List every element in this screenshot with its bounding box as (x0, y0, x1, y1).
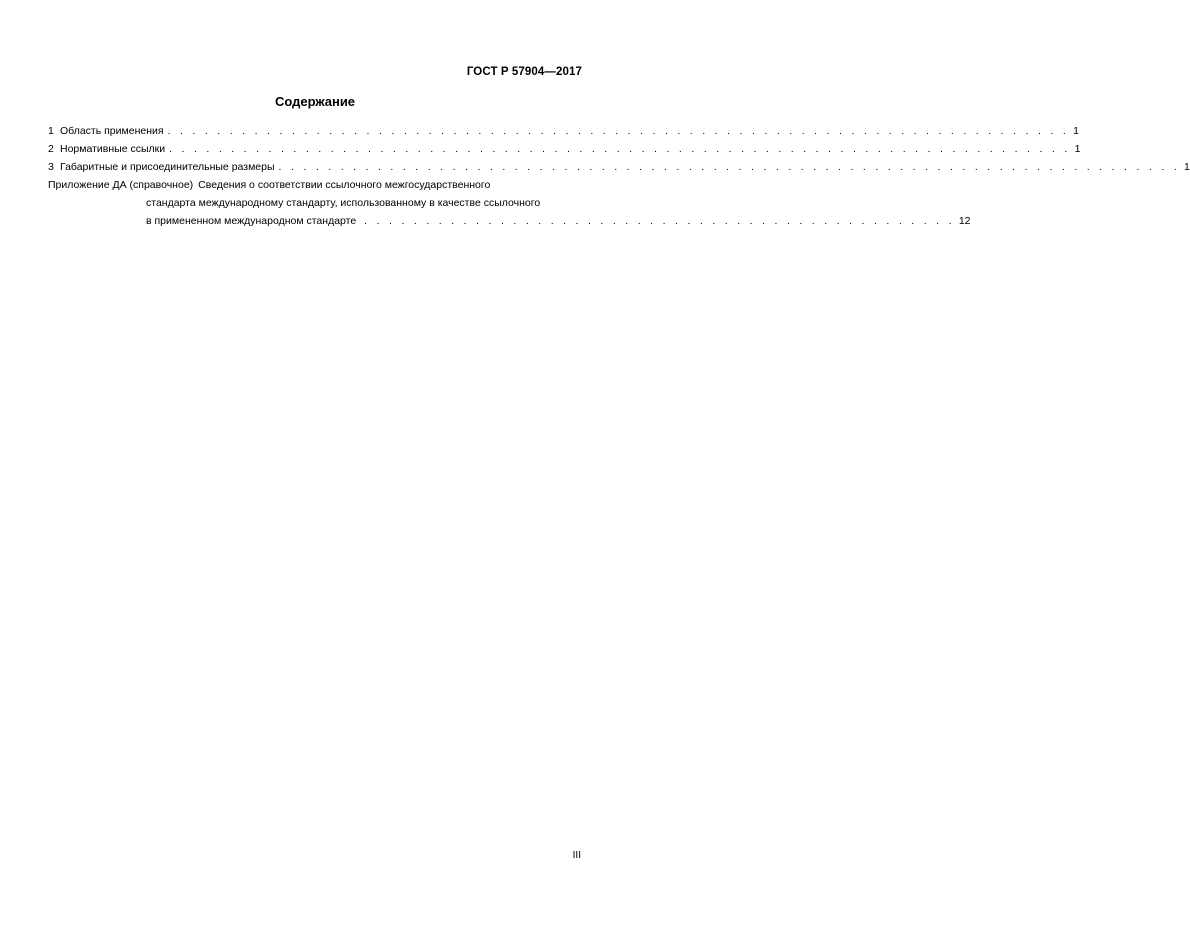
toc-entry-text: Габаритные и присоединительные размеры (60, 161, 275, 173)
toc-entry-page: 12 (958, 215, 971, 227)
toc-entry-number: 3 (48, 161, 54, 173)
toc-entry-text: Нормативные ссылки (60, 143, 166, 155)
toc-leader-dots: . . . . . . . . . . . . . . . . . . . . . . . . . . . . . . . . . . . . . . . . . . . . . . . . . . . . . . . . . . . . . . . . . . . . . . . . . (167, 125, 1070, 137)
toc-entry-page: 1 (1184, 161, 1190, 173)
page-number: III (572, 850, 581, 861)
appendix-title-line2: стандарта международному стандарту, использованному в качестве ссылочного (146, 197, 541, 209)
toc-entry-dimensions[interactable] (48, 158, 1190, 176)
document-code: ГОСТ Р 57904—2017 (466, 66, 582, 78)
toc-entry-appendix[interactable] (48, 176, 971, 230)
appendix-label: Приложение ДА (справочное) (48, 179, 194, 191)
toc-entry-number: 1 (48, 125, 54, 137)
appendix-title-line3: в примененном международном стандарте (146, 215, 357, 227)
toc-entry-scope[interactable] (48, 122, 1079, 140)
appendix-title-line1: Сведения о соответствии ссылочного межгосударственного (198, 179, 491, 191)
toc-leader-dots: . . . . . . . . . . . . . . . . . . . . . . . . . . . . . . . . . . . . . . . . . . . . . . . . . . . . . . . . . . . . . . . . . . . . . . . . . (278, 161, 1181, 173)
toc-title: Содержание (274, 94, 356, 109)
toc-entry-page: 1 (1073, 125, 1079, 137)
toc-leader-dots: . . . . . . . . . . . . . . . . . . . . . . . . . . . . . . . . . . . . . . . . . . . . . . . . (364, 215, 955, 227)
toc-entry-text: Область применения (60, 125, 164, 137)
toc-entry-number: 2 (48, 143, 54, 155)
table-of-contents (48, 122, 1190, 230)
toc-leader-dots: . . . . . . . . . . . . . . . . . . . . . . . . . . . . . . . . . . . . . . . . . . . . . . . . . . . . . . . . . . . . . . . . . . . . . . . . . (169, 143, 1071, 155)
toc-entry-page: 1 (1074, 143, 1081, 155)
toc-entry-normative-references[interactable] (48, 140, 1081, 158)
